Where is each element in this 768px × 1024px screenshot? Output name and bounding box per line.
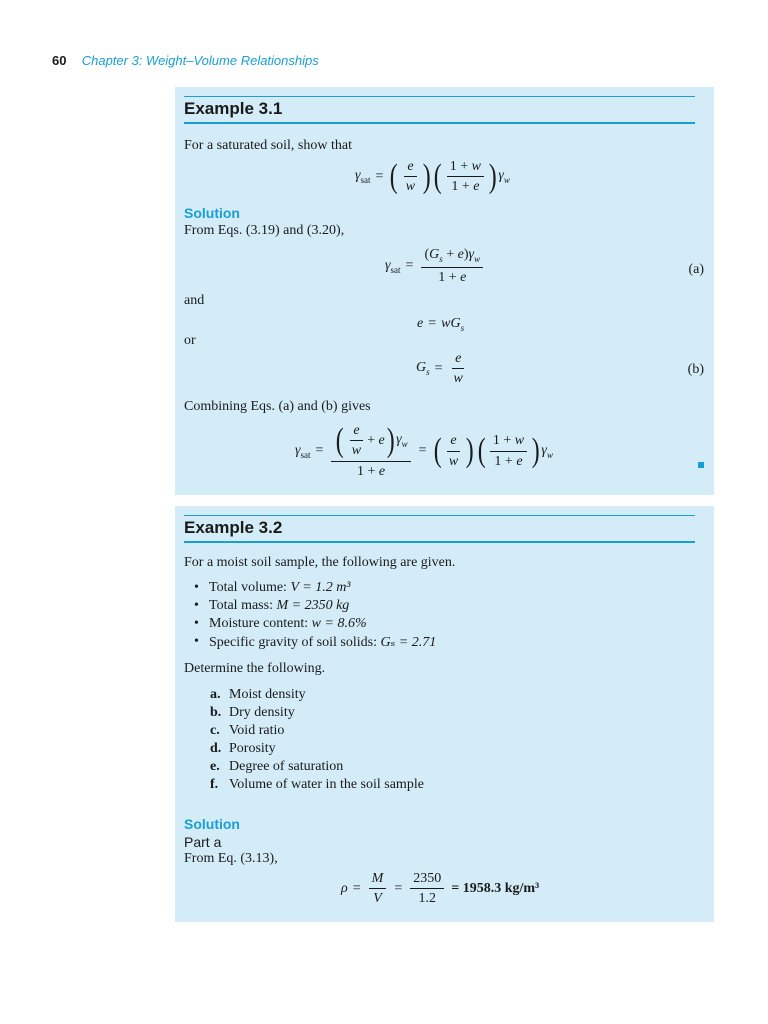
- given-item: • Total volume: V = 1.2 m³: [184, 580, 436, 598]
- page-number: 60: [52, 53, 67, 68]
- part-item: b. Dry density: [210, 705, 295, 720]
- givens-list: [184, 580, 436, 652]
- given-item: • Total mass: M = 2350 kg: [184, 598, 436, 616]
- part-item: e. Degree of saturation: [210, 759, 344, 774]
- given-item: • Specific gravity of soil solids: Gₛ = 2.71: [184, 634, 436, 652]
- solution-heading: Solution: [184, 816, 240, 832]
- connector-or: or: [184, 333, 196, 348]
- parts-list: [184, 687, 424, 795]
- solution-text: From Eq. (3.13),: [184, 851, 278, 866]
- part-item: d. Porosity: [210, 741, 276, 756]
- part-item: a. Moist density: [210, 687, 306, 702]
- chapter-title: Chapter 3: Weight–Volume Relationships: [81, 53, 319, 68]
- connector-and: and: [184, 293, 205, 308]
- example-intro: For a moist soil sample, the following are given.: [184, 555, 456, 570]
- equation-e: e = $wG_s$: [417, 316, 465, 333]
- equation-b: $G_s$ = $\frac{e}{w}$: [416, 351, 463, 387]
- example-title: Example 3.1: [184, 96, 695, 124]
- equation-density: ρ = $\frac{M}{V}$ = $\frac{2350}{1.2}$ = 1958.3 kg/m³: [341, 871, 540, 907]
- determine-text: Determine the following.: [184, 661, 326, 676]
- equation-combined: $\gamma_{sat}$ = ( $\frac{e}{w}$ + e ) $\gamma_w$ 1 + e = ( $\frac{e}{w}$ ) ( $\frac{1 + w}{1 + e}$ ) $\gamma_w$: [295, 421, 553, 479]
- equation-target: $\gamma_{sat}$ = ( $\frac{e}{w}$ ) ( $\frac{1 + w}{1 + e}$ ) $\gamma_w$: [355, 157, 510, 195]
- equation-a: $\gamma_{sat}$ = $\frac{(G_s + e)\gamma_w}{1 + e}$: [385, 247, 486, 285]
- example-3-1-box: [175, 87, 714, 495]
- example-3-2-box: [175, 506, 714, 922]
- equation-label-b: (b): [687, 362, 704, 377]
- part-item: f. Volume of water in the soil sample: [210, 777, 424, 792]
- end-of-example-mark: [698, 462, 704, 468]
- combining-text: Combining Eqs. (a) and (b) gives: [184, 399, 371, 414]
- solution-heading: Solution: [184, 205, 240, 221]
- running-head: [52, 53, 319, 69]
- example-intro: For a saturated soil, show that: [184, 138, 352, 153]
- density-result: = 1958.3 kg/m³: [451, 880, 540, 896]
- part-item: c. Void ratio: [210, 723, 285, 738]
- equation-label-a: (a): [688, 262, 704, 277]
- part-a-heading: Part a: [184, 834, 222, 850]
- example-title: Example 3.2: [184, 515, 695, 543]
- given-item: • Moisture content: w = 8.6%: [184, 616, 436, 634]
- solution-text: From Eqs. (3.19) and (3.20),: [184, 223, 345, 238]
